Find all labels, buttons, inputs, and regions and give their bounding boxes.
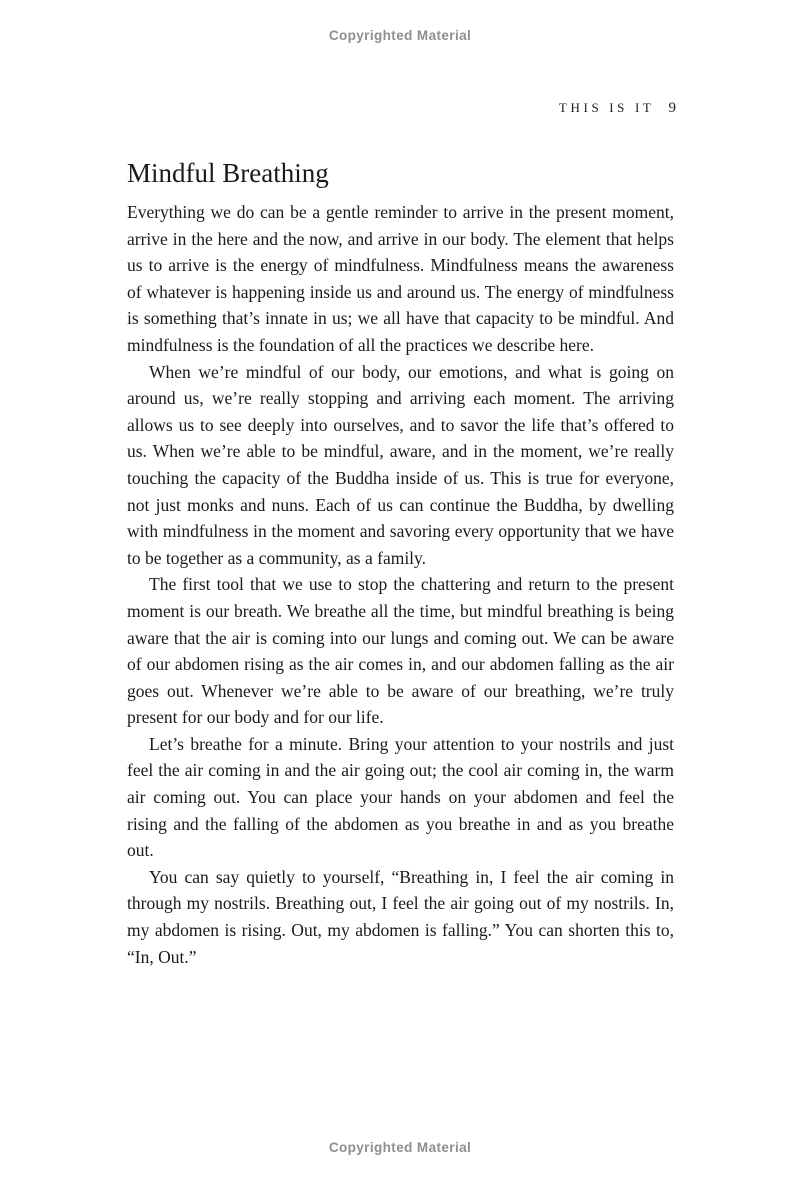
body-paragraph: When we’re mindful of our body, our emotions, and what is going on around us, we’re really stopping and arriving each moment. The arriving allows us to see deeply into ourselves, and to savor the life that’s offered to us. When we’re able to be mindful, aware, and in the moment, we’re really touching the capacity of the Buddha inside of us. This is true for everyone, not just monks and nuns. Each of us can continue the Buddha, by dwelling with mindfulness in the moment and savoring every opportunity that we have to be together as a community, as a family.	[127, 361, 674, 568]
section-heading: Mindful Breathing	[127, 158, 329, 188]
body-paragraph: You can say quietly to yourself, “Breathing in, I feel the air coming in through my nostrils. Breathing out, I feel the air going out of my nostrils. In, my abdomen is rising. Out, my abdomen is falling.” You can shorten this to, “In, Out.”	[127, 866, 674, 967]
page-number: 9	[668, 100, 676, 116]
running-header-title: THIS IS IT	[558, 100, 655, 115]
bottom-copyright-notice: Copyrighted Material	[328, 1140, 472, 1155]
body-paragraph: The first tool that we use to stop the chattering and return to the present moment is our breath. We breathe all the time, but mindful breathing is being aware that the air is coming into our lungs and coming out. We can be aware of our abdomen rising as the air comes in, and our abdomen falling as the air goes out. Whenever we’re able to be aware of our breathing, we’re truly present for our body and for our life.	[127, 574, 674, 728]
top-copyright-notice: Copyrighted Material	[328, 28, 472, 43]
body-paragraph: Let’s breathe for a minute. Bring your attention to your nostrils and just feel the air coming in and the air going out; the cool air coming in, the warm air coming out. You can place your hands on your abdomen and feel the rising and the falling of the abdomen as you breathe in and as you breathe out.	[127, 733, 674, 861]
body-paragraph: Everything we do can be a gentle reminder to arrive in the present moment, arrive in the here and the now, and arrive in our body. The element that helps us to arrive is the energy of mindfulness. Mindfulness means the awareness of whatever is happening inside us and around us. The energy of mindfulness is something that’s innate in us; we all have that capacity to be mindful. And mindfulness is the foundation of all the practices we describe here.	[127, 202, 674, 355]
body-text	[127, 199, 674, 970]
running-header	[559, 99, 676, 117]
